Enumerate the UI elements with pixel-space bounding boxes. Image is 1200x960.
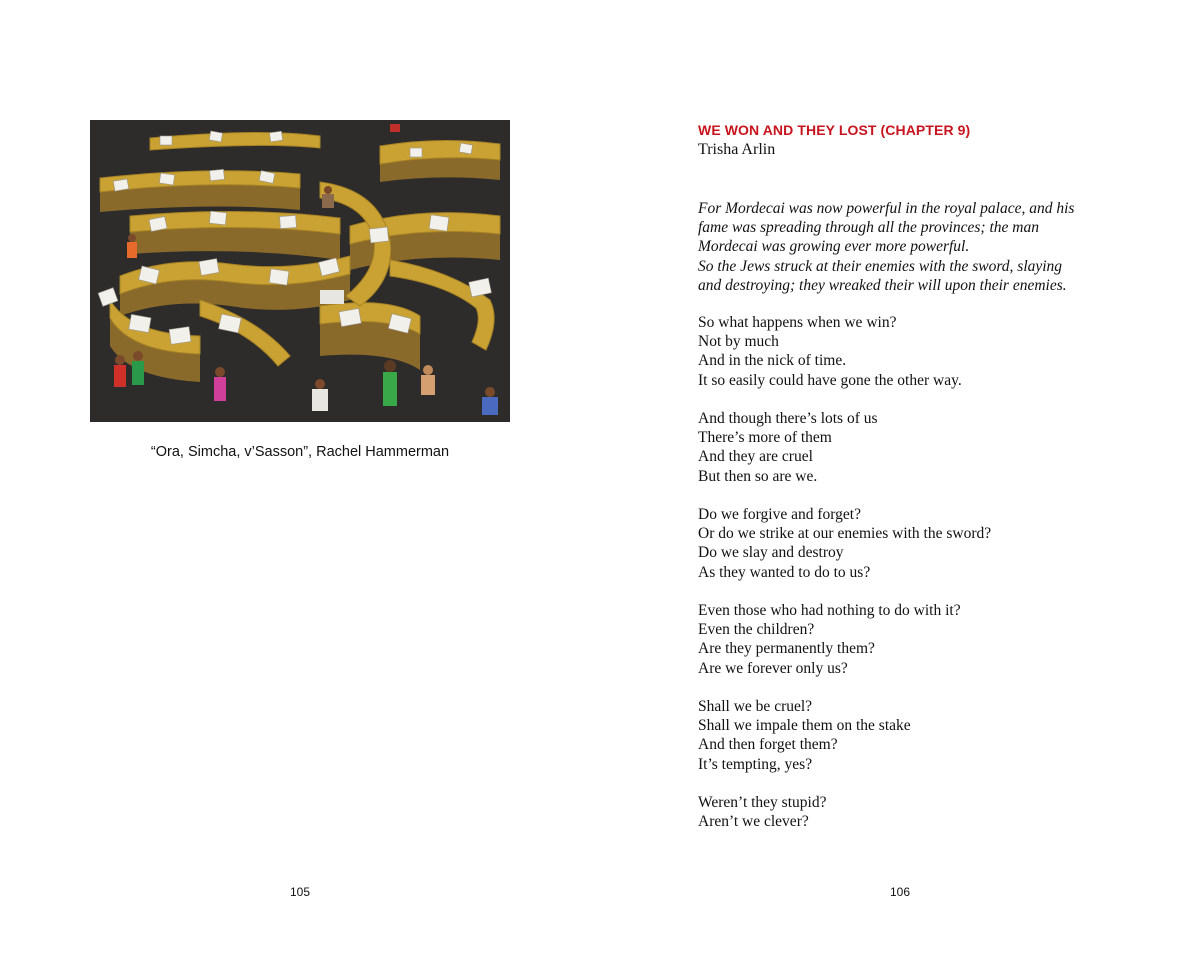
page-number-right: 106 bbox=[889, 885, 911, 899]
poem-line: And then forget them? bbox=[698, 736, 838, 754]
stanza bbox=[698, 313, 1128, 390]
artwork-caption: “Ora, Simcha, v’Sasson”, Rachel Hammerman bbox=[150, 444, 450, 460]
poem-line: Do we slay and destroy bbox=[698, 544, 844, 562]
poem-line: Shall we impale them on the stake bbox=[698, 717, 911, 735]
poem-line: Do we forgive and forget? bbox=[698, 506, 861, 523]
poem-line: Or do we strike at our enemies with the sword? bbox=[698, 525, 992, 543]
poem-title: WE WON AND THEY LOST (CHAPTER 9) bbox=[698, 122, 971, 138]
epigraph-line: and destroying; they wreaked their will upon their enemies. bbox=[698, 276, 1067, 294]
stanza bbox=[698, 793, 1128, 831]
poem-line: Are we forever only us? bbox=[698, 659, 848, 677]
poem-line: Even the children? bbox=[698, 621, 815, 639]
stanza bbox=[698, 505, 1128, 582]
poem-line: And in the nick of time. bbox=[698, 352, 847, 370]
epigraph-line: So the Jews struck at their enemies with the sword, slaying bbox=[698, 257, 1063, 275]
poem-line: Even those who had nothing to do with it? bbox=[698, 602, 961, 619]
poem-line: And they are cruel bbox=[698, 448, 813, 466]
stanza bbox=[698, 409, 1128, 486]
artwork-image bbox=[90, 120, 510, 422]
poem-line: But then so are we. bbox=[698, 467, 818, 485]
poem-line: It’s tempting, yes? bbox=[698, 755, 813, 773]
epigraph-line: fame was spreading through all the provinces; the man bbox=[698, 219, 1039, 237]
poem-line: As they wanted to do to us? bbox=[698, 563, 871, 581]
poem-line: Aren’t we clever? bbox=[698, 813, 809, 831]
epigraph-line: Mordecai was growing ever more powerful. bbox=[698, 238, 970, 256]
page-number-left: 105 bbox=[289, 885, 311, 899]
poem-body bbox=[698, 313, 1128, 851]
poem-line: So what happens when we win? bbox=[698, 314, 897, 331]
poem-line: It so easily could have gone the other way. bbox=[698, 371, 962, 389]
poem-author: Trisha Arlin bbox=[698, 141, 776, 158]
poem-line: Shall we be cruel? bbox=[698, 698, 813, 715]
poem-line: There’s more of them bbox=[698, 429, 832, 447]
poem-line: Weren’t they stupid? bbox=[698, 794, 827, 811]
epigraph bbox=[698, 199, 1128, 295]
stanza bbox=[698, 601, 1128, 678]
stanza bbox=[698, 697, 1128, 774]
poem-line: Not by much bbox=[698, 333, 779, 351]
poem-line: And though there’s lots of us bbox=[698, 410, 878, 427]
poem-line: Are they permanently them? bbox=[698, 640, 875, 658]
epigraph-line: For Mordecai was now powerful in the royal palace, and his bbox=[698, 200, 1075, 217]
